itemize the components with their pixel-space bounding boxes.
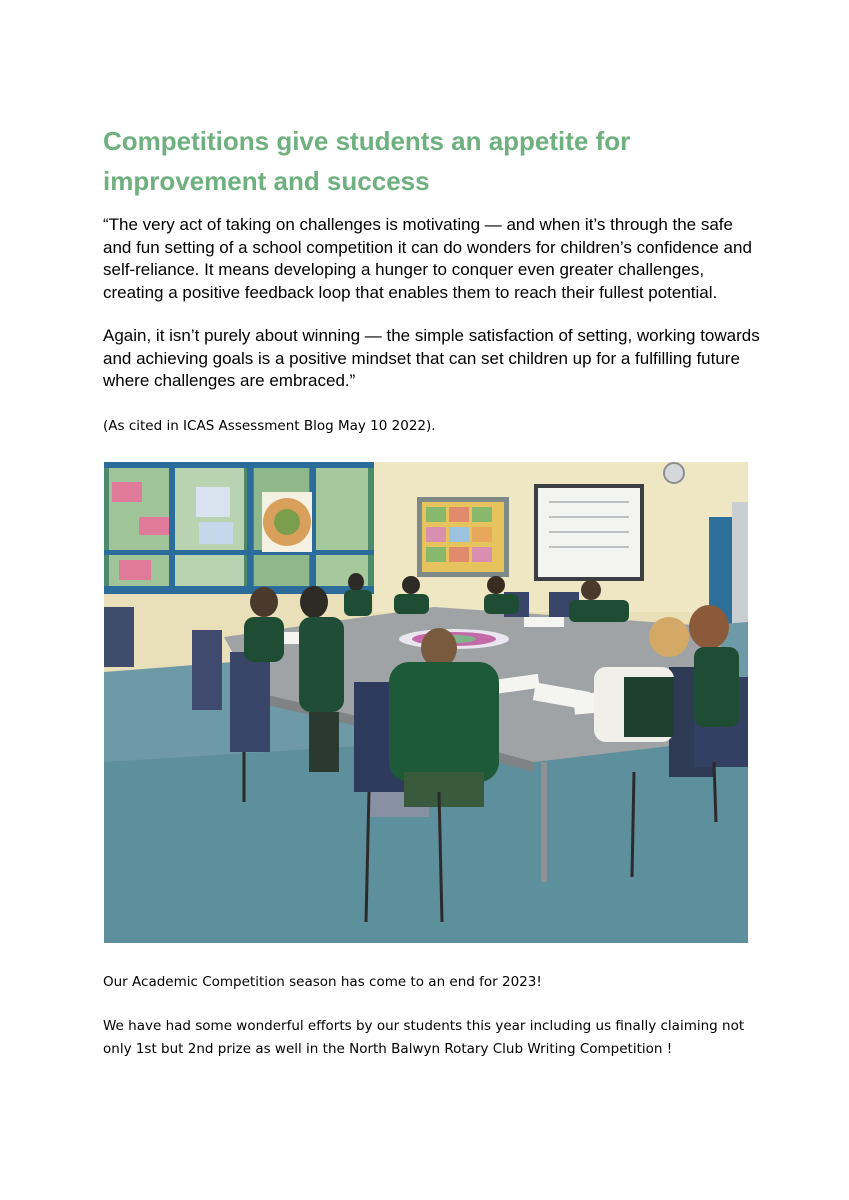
competition-result-note: We have had some wonderful efforts by our students this year including us finally claiming not only 1st but 2nd prize as well in the North Balwyn Rotary Club Writing Competition !	[103, 1018, 745, 1057]
classroom-photo	[104, 462, 748, 943]
quote-paragraph-2: Again, it isn’t purely about winning — the simple satisfaction of setting, working towards and achieving goals is a positive mindset that can set children up for a fulfilling future where challenges are embraced.”	[103, 326, 760, 390]
quote-paragraph-1: “The very act of taking on challenges is motivating — and when it’s through the safe and fun setting of a school competition it can do wonders for children’s confidence and self-reliance. It means developing a hunger to conquer even greater challenges, creating a positive feedback loop that enables them to reach their fullest potential.	[103, 215, 752, 302]
season-end-note: Our Academic Competition season has come to an end for 2023!	[103, 974, 542, 990]
citation: (As cited in ICAS Assessment Blog May 10 2022).	[103, 418, 436, 434]
article-heading: Competitions give students an appetite for improvement and success	[103, 126, 631, 196]
